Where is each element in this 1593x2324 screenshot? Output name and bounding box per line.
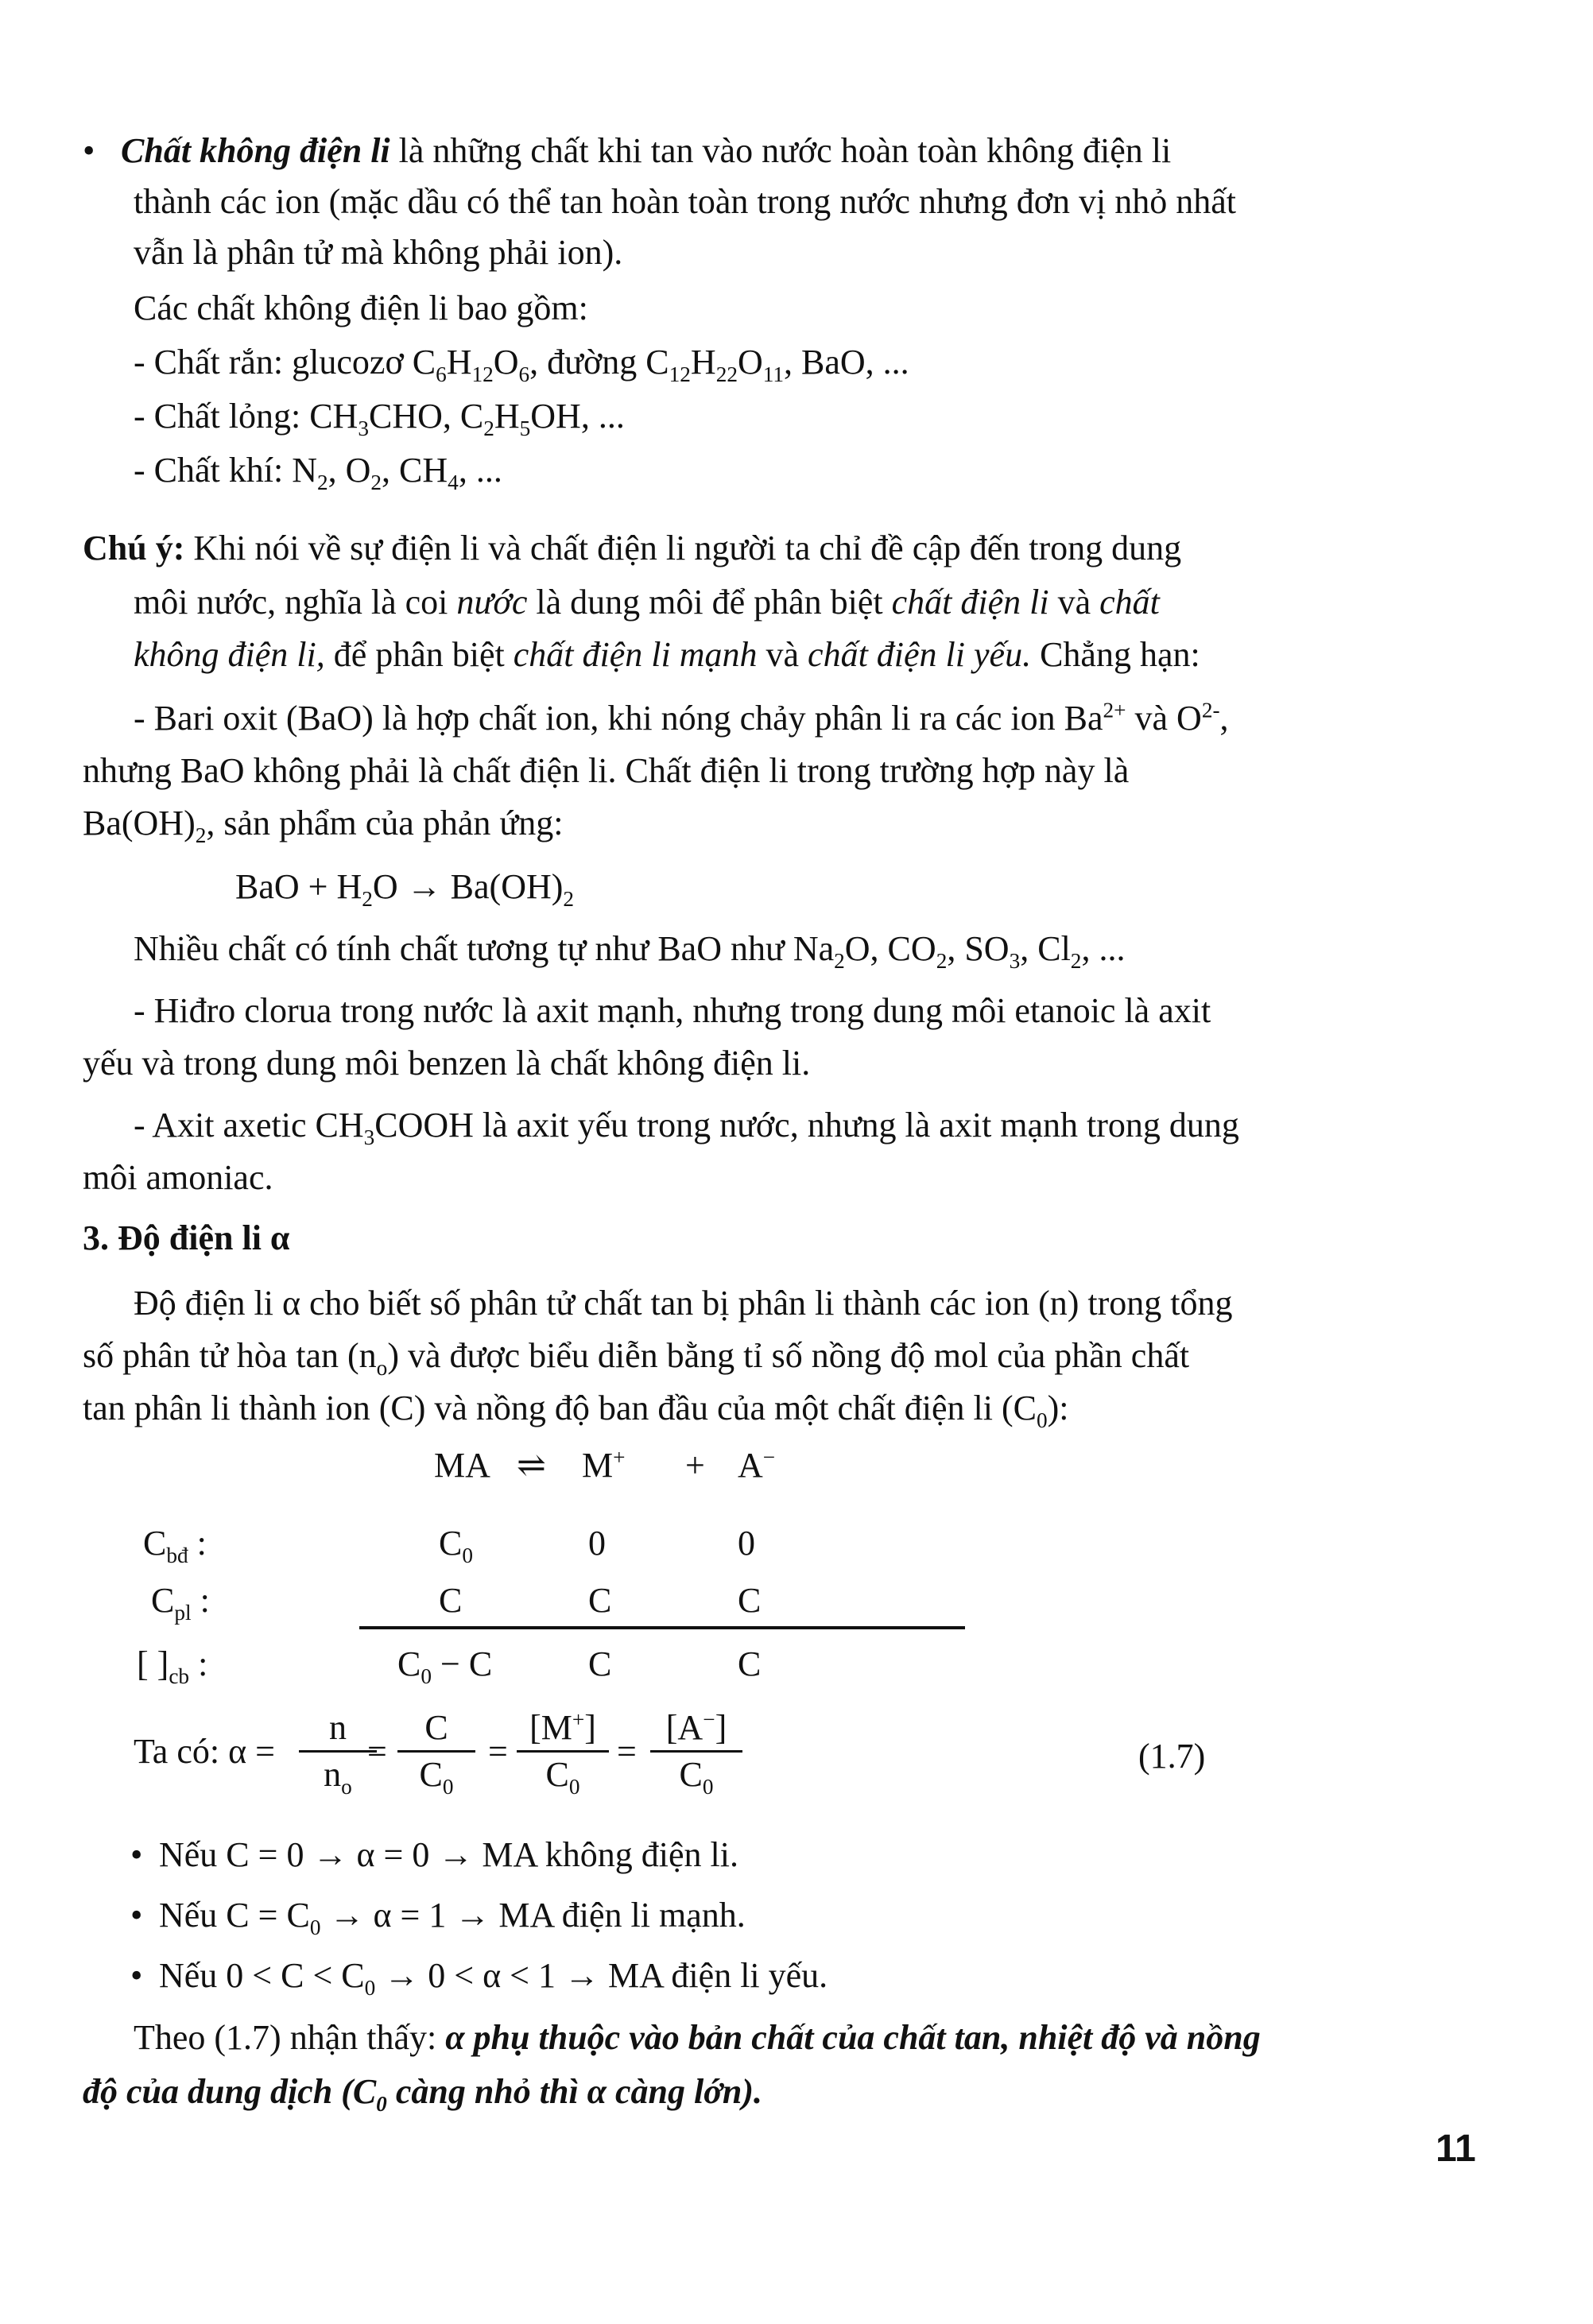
list-item-solid: - Chất rắn: glucozơ $C_6H_{12}O_6$, đường $C_{12}H_{22}O_{11}$, BaO, ... — [134, 343, 909, 386]
acetic-line: môi amoniac. — [83, 1158, 273, 1197]
definition-line: Độ điện li α cho biết số phân tử chất tan bị phân li thành các ion (n) trong tổng — [134, 1284, 1233, 1323]
acetic-line: - Axit axetic $CH_3COOH$ là axit yếu trong nước, nhưng là axit mạnh trong dung — [134, 1106, 1239, 1149]
table-cell: C — [439, 1581, 463, 1620]
page-number: 11 — [1436, 2128, 1476, 2170]
bao-similar: Nhiều chất có tính chất tương tự như BaO như $Na_2O$, $CO_2$, $SO_3$, $Cl_2$, ... — [134, 929, 1126, 973]
reaction-cation: M+ — [582, 1445, 626, 1485]
hcl-line: - Hiđro clorua trong nước là axit mạnh, nhưng trong dung môi etanoic là axit — [134, 991, 1211, 1030]
section-heading: 3. Độ điện li α — [83, 1218, 290, 1257]
bao-line: - Bari oxit (BaO) là hợp chất ion, khi nóng chảy phân li ra các ion $Ba^{2+}$ và $O^{2-}$, — [134, 698, 1229, 738]
note-label: Chú ý: — [83, 529, 185, 567]
case-line: Nếu $C = C_0 \to \alpha = 1$ → MA điện li mạnh. — [159, 1896, 746, 1939]
case-line: Nếu C = 0 → α = 0 → MA không điện li. — [159, 1835, 739, 1874]
note-line: Chú ý: Khi nói về sự điện li và chất điện li người ta chỉ đề cập đến trong dung — [83, 529, 1182, 567]
equals-sign: = — [617, 1732, 637, 1771]
equilibrium-arrow-icon: ⇌ — [517, 1446, 546, 1485]
fraction: n $n_o$ — [294, 1706, 382, 1797]
case-line: Nếu $0 < C < C_0 \to 0 < \alpha < 1$ → MA điện li yếu. — [159, 1956, 828, 2000]
table-cell: C — [588, 1581, 612, 1620]
table-cell: C — [738, 1581, 762, 1620]
table-cell: 0 — [588, 1524, 606, 1563]
table-cell: C — [738, 1644, 762, 1683]
list-intro: Các chất không điện li bao gồm: — [134, 289, 588, 327]
fraction: C $C_0$ — [393, 1706, 480, 1797]
table-row-label: $C_{pl}$ : — [151, 1581, 210, 1625]
table-row-label: $C_{bđ}$ : — [143, 1524, 207, 1567]
table-cell: $C_0$ — [439, 1524, 473, 1567]
table-cell: 0 — [738, 1524, 755, 1563]
reaction-reactant: MA — [434, 1446, 490, 1485]
equals-sign: = — [367, 1732, 387, 1771]
formula-lead: Ta có: α = — [134, 1732, 275, 1771]
definition-line: số phân tử hòa $\tan (n_o)$ và được biểu diễn bằng tỉ số nồng độ mol của phần chất — [83, 1336, 1190, 1380]
bao-line: $Ba(OH)_2$, sản phẩm của phản ứng: — [83, 804, 564, 847]
conclusion-line: độ của dung dịch ($C_0$ càng nhỏ thì α càng lớn). — [83, 2072, 762, 2116]
paragraph-line: Chất không điện li là những chất khi tan vào nước hoàn toàn không điện li — [121, 131, 1172, 170]
table-cell: C — [588, 1644, 612, 1683]
reaction-plus: + — [685, 1446, 705, 1485]
term-non-electrolyte: Chất không điện li — [121, 131, 390, 170]
bao-equation: BaO + $H_2O \to Ba(OH)_2$ — [235, 867, 575, 911]
list-item-liquid: - Chất lỏng: $CH_3CHO$, $C_2H_5OH$, ... — [134, 397, 625, 440]
note-line: môi nước, nghĩa là coi nước là dung môi để phân biệt chất điện li và chất — [134, 583, 1160, 622]
conclusion-line: Theo (1.7) nhận thấy: α phụ thuộc vào bản chất của chất tan, nhiệt độ và nồng — [134, 2018, 1261, 2057]
table-divider — [359, 1626, 965, 1629]
paragraph-line: vẫn là phân tử mà không phải ion). — [134, 233, 623, 272]
bullet: • — [130, 1835, 143, 1874]
fraction: [M+] $C_0$ — [512, 1706, 614, 1797]
paragraph-line: thành các ion (mặc dầu có thể tan hoàn toàn trong nước nhưng đơn vị nhỏ nhất — [134, 182, 1236, 221]
arrow-icon: → — [406, 867, 442, 906]
bullet: • — [130, 1956, 143, 1995]
bao-line: nhưng BaO không phải là chất điện li. Chất điện li trong trường hợp này là — [83, 751, 1130, 790]
table-row-label: [ ]$_{cb}$ : — [137, 1644, 208, 1688]
equation-number: (1.7) — [1138, 1737, 1206, 1776]
fraction: [A−] $C_0$ — [645, 1706, 747, 1797]
list-item-gas: - Chất khí: $N_2$, $O_2$, $CH_4$, ... — [134, 451, 502, 494]
bullet: • — [130, 1896, 143, 1935]
definition-line: tan phân li thành ion (C) và nồng độ ban đầu của một chất điện li $(C_0)$: — [83, 1389, 1069, 1432]
hcl-line: yếu và trong dung môi benzen là chất không điện li. — [83, 1044, 811, 1083]
table-cell: $C_0 - C$ — [397, 1644, 493, 1688]
reaction-anion: A− — [738, 1445, 776, 1485]
equals-sign: = — [488, 1732, 508, 1771]
bullet: • — [83, 131, 95, 170]
note-line: không điện li, để phân biệt chất điện li mạnh và chất điện li yếu. Chẳng hạn: — [134, 635, 1200, 674]
